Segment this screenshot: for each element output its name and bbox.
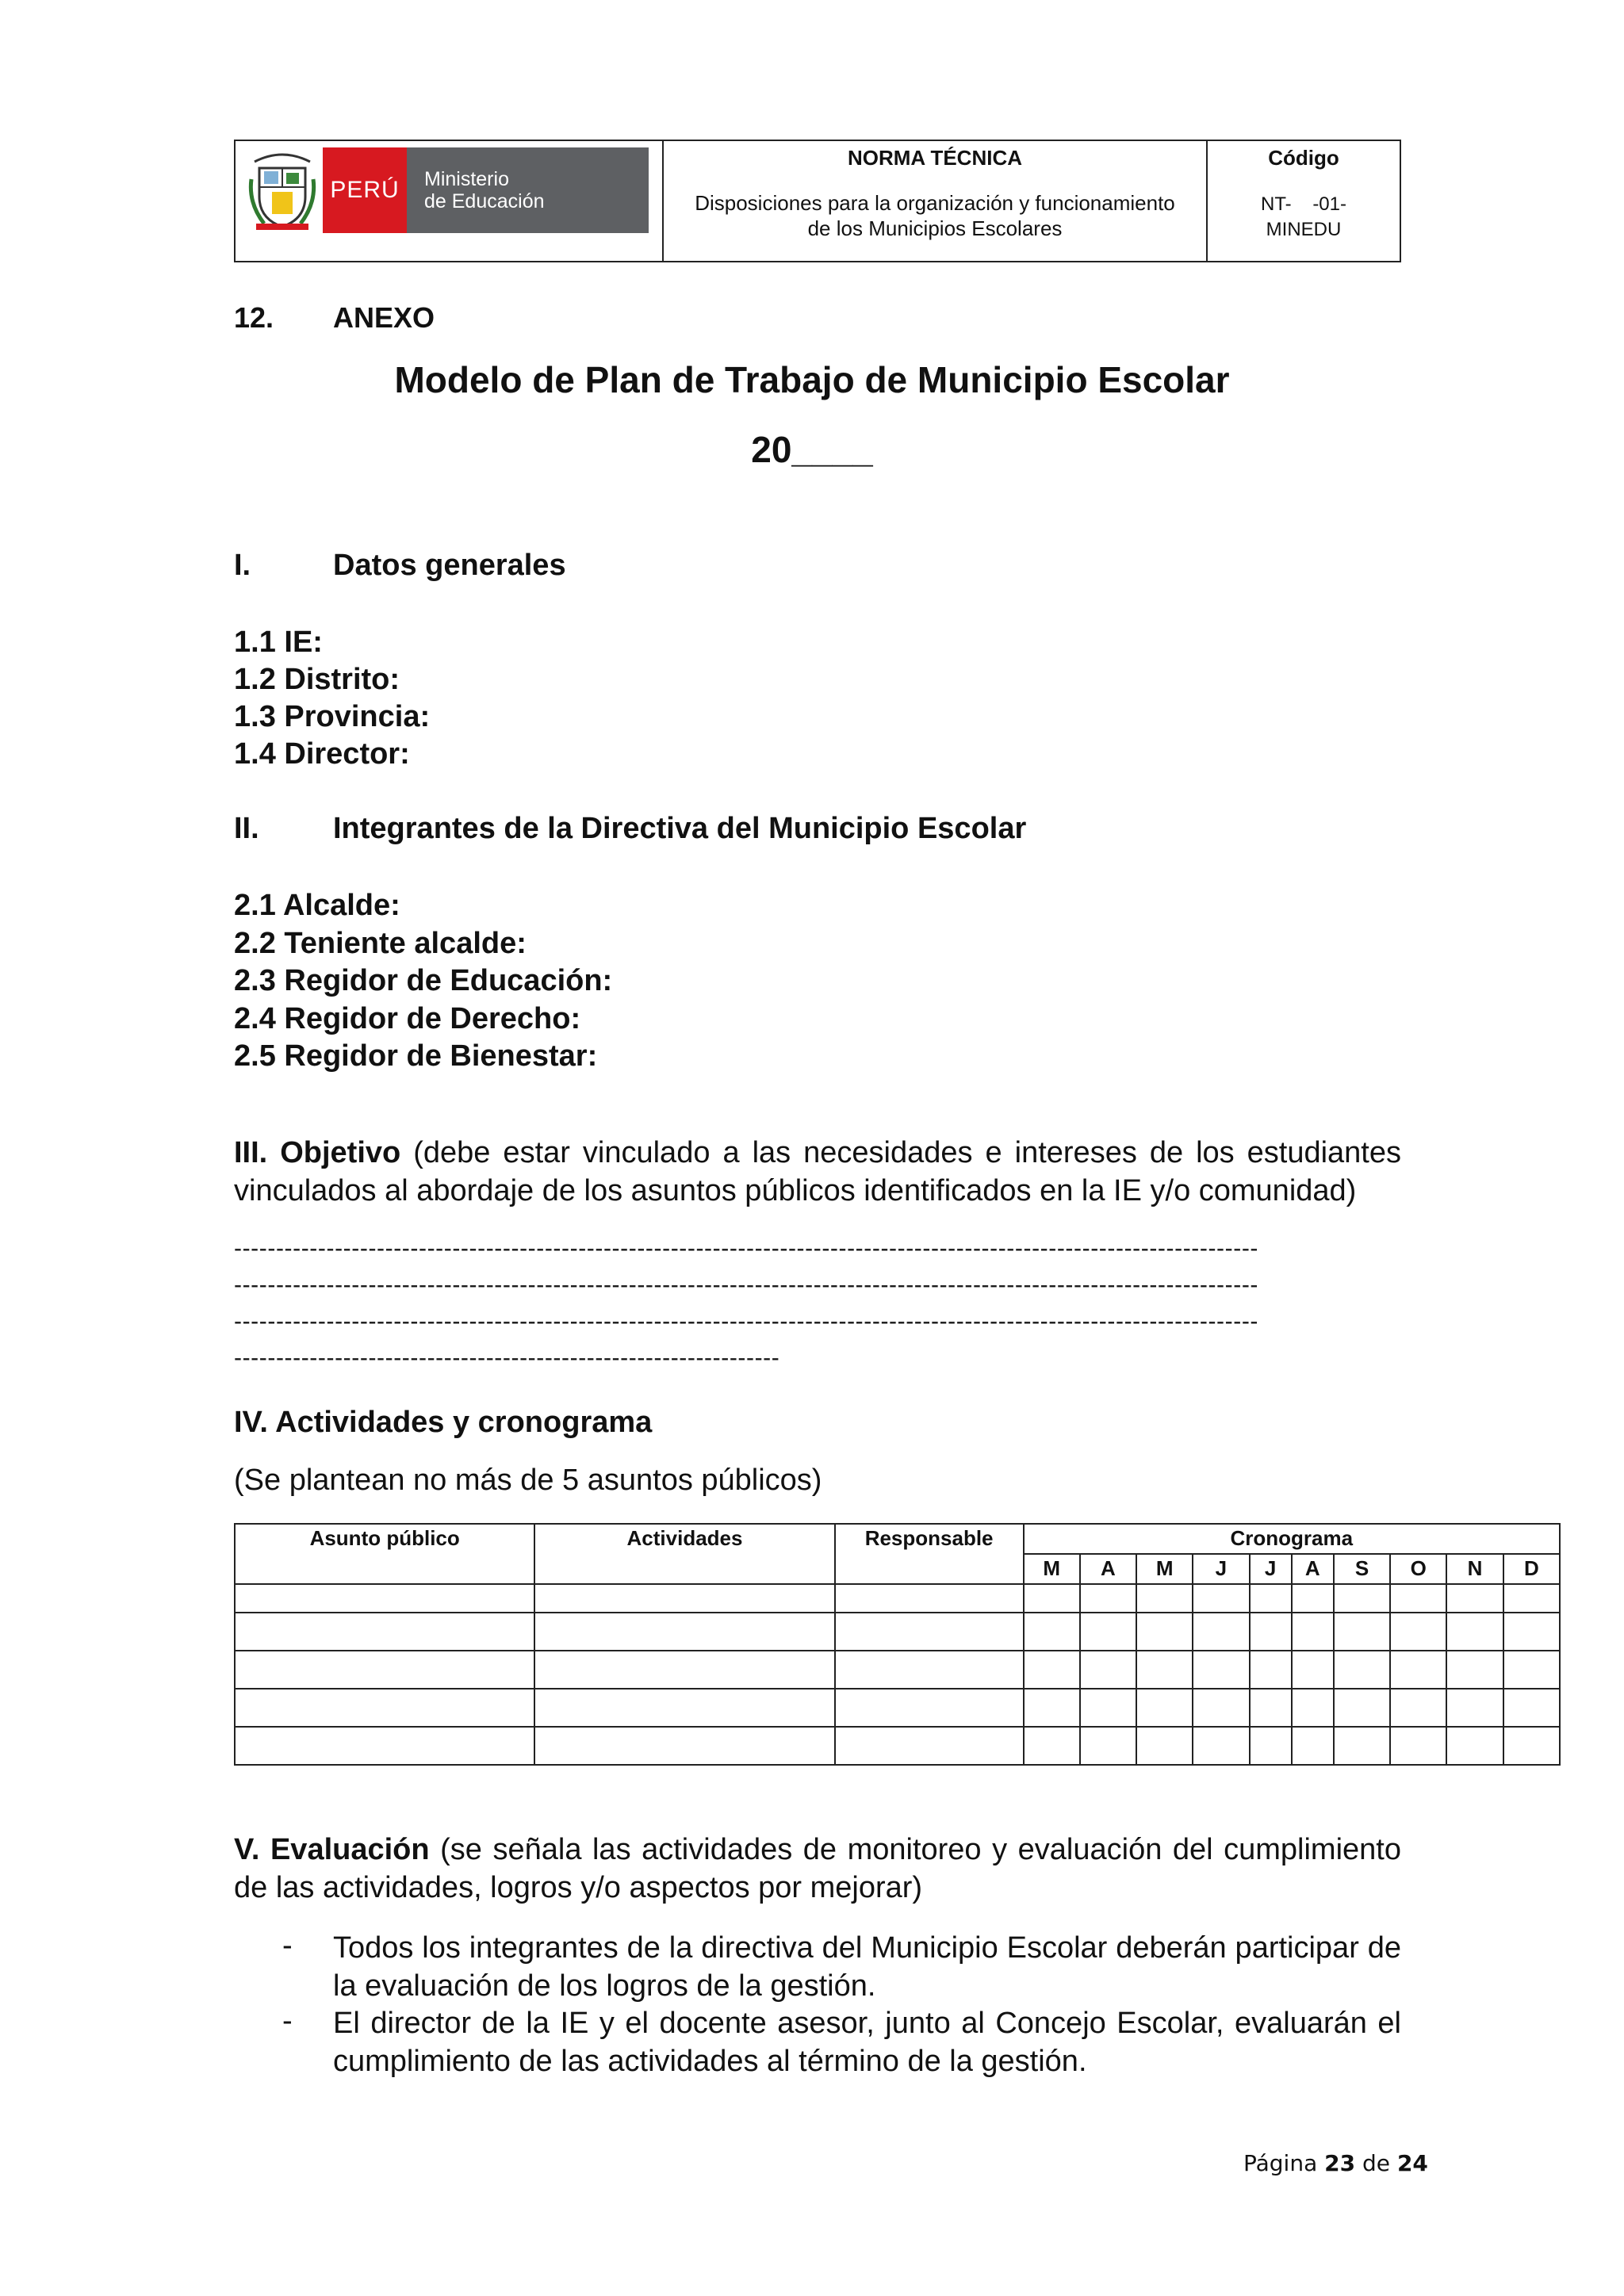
bullet-text-1: Todos los integrantes de la directiva del Municipio Escolar deberán participar de la evaluación de los logros de la gestión. [333,1931,1401,2003]
table-cell[interactable] [534,1613,834,1651]
section5-text: (se señala las actividades de monitoreo y evaluación del cumplimiento de las actividades, logros y/o aspectos por mejorar) [234,1833,1401,1904]
section4-note: (Se plantean no más de 5 asuntos públicos) [234,1464,822,1497]
document-year: 20____ [751,429,873,470]
table-cell[interactable] [1446,1584,1503,1613]
table-cell[interactable] [1292,1651,1334,1689]
bullet-text-2: El director de la IE y el docente asesor, junto al Concejo Escolar, evaluarán el cumplimiento de las actividades al término de la gestión. [333,2007,1401,2078]
table-cell[interactable] [1390,1689,1446,1727]
table-cell[interactable] [1334,1584,1390,1613]
table-cell[interactable] [1080,1689,1136,1727]
table-cell[interactable] [1136,1727,1193,1765]
objective-line-2: -------------------------------------------------------------------------------------------------------------------------- [234,1272,1259,1298]
table-cell[interactable] [835,1584,1024,1613]
col-header-cronograma: Cronograma [1024,1524,1560,1554]
objective-line-3: -------------------------------------------------------------------------------------------------------------------------- [234,1308,1259,1334]
logo-ministry-line2: de Educación [424,190,545,212]
table-cell[interactable] [1334,1689,1390,1727]
header-code-value [1208,192,1400,243]
table-cell[interactable] [1446,1689,1503,1727]
table-cell[interactable] [1390,1651,1446,1689]
table-cell[interactable] [534,1584,834,1613]
header-subtitle-line2: de los Municipios Escolares [807,216,1063,240]
table-cell[interactable] [534,1651,834,1689]
section1-number: I. [234,549,251,582]
page-of: de [1362,2150,1391,2176]
field-provincia: 1.3 Provincia: [234,700,431,733]
field-ie: 1.1 IE: [234,626,323,659]
month-header: A [1080,1554,1136,1584]
table-cell[interactable] [534,1727,834,1765]
table-row [235,1651,1560,1689]
header-code-label: Código [1268,146,1339,170]
table-cell[interactable] [235,1689,534,1727]
table-cell[interactable] [1136,1613,1193,1651]
annex-number: 12. [234,301,274,334]
month-header: D [1503,1554,1560,1584]
table-cell[interactable] [1250,1584,1292,1613]
table-cell[interactable] [1080,1727,1136,1765]
coat-of-arms-icon [248,147,316,233]
page-number [1243,2150,1428,2176]
table-cell[interactable] [1292,1584,1334,1613]
table-cell[interactable] [235,1727,534,1765]
section1-title: Datos generales [333,549,566,582]
table-cell[interactable] [534,1689,834,1727]
table-cell[interactable] [1193,1584,1249,1613]
logo-ministry-label [407,147,649,233]
table-cell[interactable] [1250,1689,1292,1727]
table-cell[interactable] [1334,1727,1390,1765]
table-cell[interactable] [1446,1727,1503,1765]
table-cell[interactable] [1136,1689,1193,1727]
page-total: 24 [1396,2150,1428,2176]
table-row [235,1689,1560,1727]
table-cell[interactable] [1080,1651,1136,1689]
table-cell[interactable] [1136,1651,1193,1689]
month-header: M [1136,1554,1193,1584]
table-cell[interactable] [1193,1727,1249,1765]
annex-label: ANEXO [333,301,435,334]
section2-title: Integrantes de la Directiva del Municipio Escolar [333,812,1027,845]
field-regidor-educacion: 2.3 Regidor de Educación: [234,964,613,997]
table-cell[interactable] [1503,1651,1560,1689]
table-cell[interactable] [1080,1613,1136,1651]
table-cell[interactable] [1334,1651,1390,1689]
page-current: 23 [1324,2150,1356,2176]
table-cell[interactable] [1024,1613,1080,1651]
document-header [234,140,1401,262]
section3-text: (debe estar vinculado a las necesidades e intereses de los estudiantes vinculados al abordaje de los asuntos públicos identificados en la IE y/o comunidad) [234,1136,1402,1207]
section1-fields [234,624,430,773]
table-cell[interactable] [1390,1584,1446,1613]
month-header: O [1390,1554,1446,1584]
field-regidor-bienestar: 2.5 Regidor de Bienestar: [234,1039,598,1073]
minedu-logo [248,147,649,233]
section5-paragraph [234,1831,1401,1907]
month-header: J [1250,1554,1292,1584]
table-cell[interactable] [1193,1689,1249,1727]
table-cell[interactable] [1503,1727,1560,1765]
activities-table [234,1523,1561,1766]
header-code-line2: MINEDU [1266,219,1342,240]
table-cell[interactable] [1080,1584,1136,1613]
section4-title: IV. Actividades y cronograma [234,1406,653,1439]
table-cell[interactable] [1292,1727,1334,1765]
header-subtitle [664,190,1206,241]
field-teniente-alcalde: 2.2 Teniente alcalde: [234,926,527,960]
table-cell[interactable] [1250,1727,1292,1765]
logo-peru-label: PERÚ [323,147,407,233]
table-cell[interactable] [1250,1613,1292,1651]
table-cell[interactable] [1503,1689,1560,1727]
month-header: M [1024,1554,1080,1584]
table-cell[interactable] [1390,1613,1446,1651]
table-cell[interactable] [1503,1584,1560,1613]
bullet-mark: - [282,1929,293,1962]
table-header-row [235,1524,1560,1554]
month-header: S [1334,1554,1390,1584]
header-code-line1: NT- -01- [1260,193,1346,215]
objective-line-4: ----------------------------------------------------------------- [234,1345,780,1371]
section2-number: II. [234,812,259,845]
table-cell[interactable] [1193,1613,1249,1651]
table-cell[interactable] [235,1651,534,1689]
col-header-actividades: Actividades [534,1524,834,1584]
table-cell[interactable] [1334,1613,1390,1651]
header-subtitle-line1: Disposiciones para la organización y funcionamiento [695,191,1175,215]
table-cell[interactable] [1446,1613,1503,1651]
table-cell[interactable] [1024,1584,1080,1613]
table-cell[interactable] [1193,1651,1249,1689]
section3-paragraph [234,1134,1401,1210]
table-cell[interactable] [1503,1613,1560,1651]
bullet-mark: - [282,2004,293,2038]
section2-fields [234,887,612,1076]
document-title: Modelo de Plan de Trabajo de Municipio Escolar [394,359,1230,400]
table-row [235,1727,1560,1765]
header-code-cell [1208,141,1400,261]
table-cell[interactable] [835,1613,1024,1651]
table-cell[interactable] [835,1689,1024,1727]
table-cell[interactable] [1292,1613,1334,1651]
header-title: NORMA TÉCNICA [847,146,1023,170]
section5-title: V. Evaluación [234,1833,430,1866]
table-cell[interactable] [1390,1727,1446,1765]
objective-line-1: -------------------------------------------------------------------------------------------------------------------------- [234,1235,1259,1261]
table-cell[interactable] [1250,1651,1292,1689]
table-cell[interactable] [1446,1651,1503,1689]
logo-ministry-line1: Ministerio [424,168,509,190]
table-cell[interactable] [1292,1689,1334,1727]
table-cell[interactable] [835,1727,1024,1765]
field-regidor-derecho: 2.4 Regidor de Derecho: [234,1001,581,1035]
month-header: J [1193,1554,1249,1584]
table-cell[interactable] [235,1613,534,1651]
table-cell[interactable] [1024,1689,1080,1727]
col-header-asunto: Asunto público [235,1524,534,1584]
col-header-responsable: Responsable [835,1524,1024,1584]
table-cell[interactable] [835,1651,1024,1689]
field-alcalde: 2.1 Alcalde: [234,889,400,922]
table-cell[interactable] [235,1584,534,1613]
field-director: 1.4 Director: [234,737,410,771]
header-logo-cell [236,141,664,261]
month-header: N [1446,1554,1503,1584]
table-cell[interactable] [1024,1651,1080,1689]
page-word: Página [1243,2150,1318,2176]
table-cell[interactable] [1136,1584,1193,1613]
table-cell[interactable] [1024,1727,1080,1765]
table-row [235,1613,1560,1651]
section3-title: III. Objetivo [234,1136,401,1169]
header-title-cell [664,141,1208,261]
month-header: A [1292,1554,1334,1584]
table-row [235,1584,1560,1613]
field-distrito: 1.2 Distrito: [234,663,400,696]
